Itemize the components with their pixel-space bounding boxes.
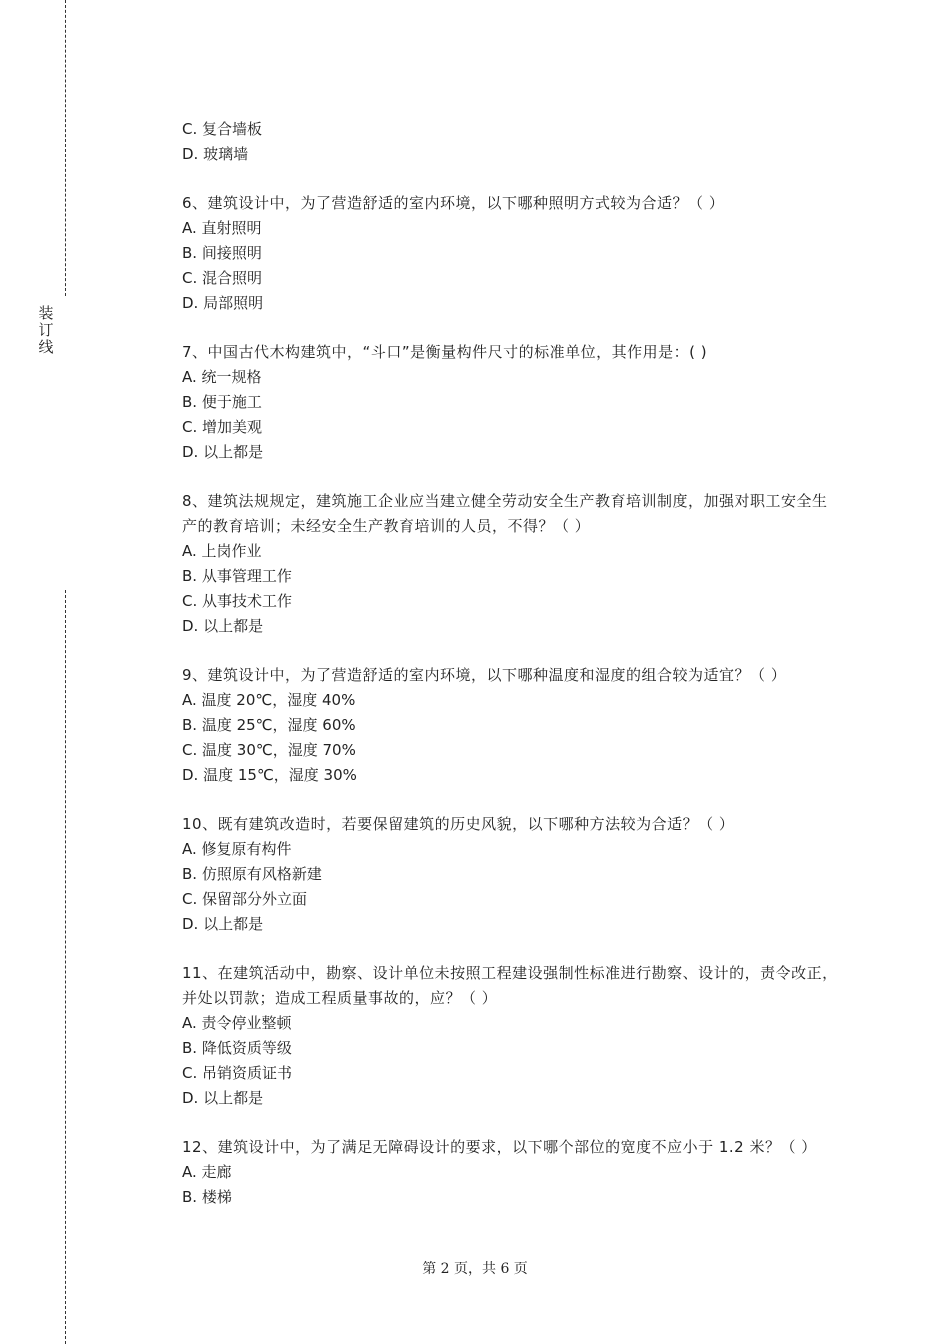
option-c: C. 混合照明 bbox=[182, 269, 263, 287]
question-9 bbox=[182, 663, 842, 788]
option-a: A. 统一规格 bbox=[182, 368, 262, 386]
option-a: A. 温度 20℃，湿度 40% bbox=[182, 691, 356, 709]
question-stem: 12、建筑设计中，为了满足无障碍设计的要求，以下哪个部位的宽度不应小于 1.2 米？（ ） bbox=[182, 1138, 817, 1156]
question-stem: 8、建筑法规规定，建筑施工企业应当建立健全劳动安全生产教育培训制度，加强对职工安全生产的教育培训；未经安全生产教育培训的人员，不得？（ ） bbox=[182, 492, 828, 535]
binding-line-label bbox=[36, 305, 56, 356]
question-8 bbox=[182, 489, 842, 639]
option-b: B. 温度 25℃，湿度 60% bbox=[182, 716, 356, 734]
binding-char: 线 bbox=[38, 338, 54, 356]
question-stem: 9、建筑设计中，为了营造舒适的室内环境，以下哪种温度和湿度的组合较为适宜？（ ） bbox=[182, 666, 787, 684]
option-d: D. 以上都是 bbox=[182, 443, 264, 461]
question-10 bbox=[182, 812, 842, 937]
option-b: B. 间接照明 bbox=[182, 244, 262, 262]
question-stem: 10、既有建筑改造时，若要保留建筑的历史风貌，以下哪种方法较为合适？（ ） bbox=[182, 815, 735, 833]
option-d: D. 以上都是 bbox=[182, 1089, 264, 1107]
option-d: D. 局部照明 bbox=[182, 294, 264, 312]
option-c: C. 复合墙板 bbox=[182, 120, 263, 138]
option-b: B. 从事管理工作 bbox=[182, 567, 292, 585]
binding-char: 订 bbox=[38, 321, 54, 339]
question-stem: 11、在建筑活动中，勘察、设计单位未按照工程建设强制性标准进行勘察、设计的，责令改正，并处以罚款；造成工程质量事故的，应？（ ） bbox=[182, 964, 838, 1007]
option-b: B. 仿照原有风格新建 bbox=[182, 865, 322, 883]
option-c: C. 从事技术工作 bbox=[182, 592, 293, 610]
binding-char: 装 bbox=[38, 304, 54, 322]
option-b: B. 降低资质等级 bbox=[182, 1039, 292, 1057]
option-c: C. 吊销资质证书 bbox=[182, 1064, 293, 1082]
option-c: C. 保留部分外立面 bbox=[182, 890, 308, 908]
option-c: C. 温度 30℃，湿度 70% bbox=[182, 741, 356, 759]
question-12 bbox=[182, 1135, 842, 1210]
option-a: A. 走廊 bbox=[182, 1163, 232, 1181]
option-b: B. 便于施工 bbox=[182, 393, 262, 411]
option-d: D. 玻璃墙 bbox=[182, 145, 249, 163]
option-a: A. 修复原有构件 bbox=[182, 840, 292, 858]
option-c: C. 增加美观 bbox=[182, 418, 263, 436]
question-list bbox=[182, 117, 842, 1234]
question-6 bbox=[182, 191, 842, 316]
option-d: D. 温度 15℃，湿度 30% bbox=[182, 766, 357, 784]
page-number: 第 2 页，共 6 页 bbox=[422, 1261, 528, 1277]
question-stem: 7、中国古代木构建筑中，“斗口”是衡量构件尺寸的标准单位，其作用是：( ) bbox=[182, 343, 708, 361]
question-5-continued bbox=[182, 117, 842, 167]
question-stem: 6、建筑设计中，为了营造舒适的室内环境，以下哪种照明方式较为合适？（ ） bbox=[182, 194, 725, 212]
question-11 bbox=[182, 961, 842, 1111]
option-a: A. 责令停业整顿 bbox=[182, 1014, 292, 1032]
option-a: A. 直射照明 bbox=[182, 219, 262, 237]
option-a: A. 上岗作业 bbox=[182, 542, 262, 560]
binding-line-bottom bbox=[65, 590, 66, 1344]
option-d: D. 以上都是 bbox=[182, 915, 264, 933]
option-b: B. 楼梯 bbox=[182, 1188, 232, 1206]
question-7 bbox=[182, 340, 842, 465]
binding-line-top bbox=[65, 0, 66, 296]
option-d: D. 以上都是 bbox=[182, 617, 264, 635]
